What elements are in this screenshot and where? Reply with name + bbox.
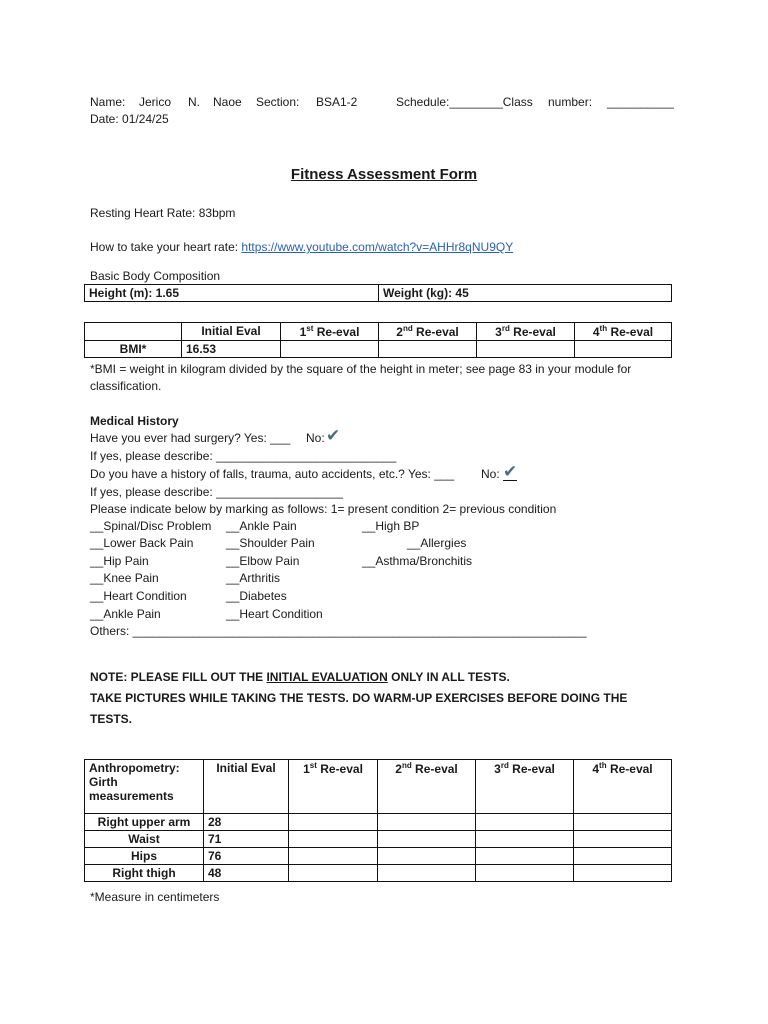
bmi-reeval-4-cell[interactable] xyxy=(575,341,672,358)
body-composition-table xyxy=(84,284,672,302)
section-label: Section: xyxy=(256,95,300,109)
condition-instruction: Please indicate below by marking as follows: 1= present condition 2= previous condition xyxy=(90,502,557,516)
surgery-question: Have you ever had surgery? Yes: ___ xyxy=(90,431,291,445)
bmi-corner-cell xyxy=(85,323,182,341)
note-line-1: NOTE: PLEASE FILL OUT THE INITIAL EVALUATION ONLY IN ALL TESTS. xyxy=(90,670,510,684)
number-label: number: xyxy=(548,95,593,109)
falls-describe: If yes, please describe: ___________________ xyxy=(90,485,343,499)
checkmark-icon: ✔ xyxy=(503,462,518,481)
bmi-note-cont: classification. xyxy=(90,379,162,393)
condition-item: __Heart Condition xyxy=(90,589,187,603)
heart-rate-link[interactable]: https://www.youtube.com/watch?v=AHHr8qNU9QY xyxy=(241,240,514,254)
condition-item: __Allergies xyxy=(407,536,467,550)
medical-history-heading: Medical History xyxy=(90,414,179,428)
bmi-header-reeval-4: 4th Re-eval xyxy=(575,323,672,341)
girth-header-reeval-1: 1st Re-eval xyxy=(289,760,378,814)
others-field: Others: ____________________________________________________________________ xyxy=(90,624,587,638)
bmi-reeval-2-cell[interactable] xyxy=(379,341,477,358)
condition-item: __Ankle Pain xyxy=(226,519,297,533)
bmi-header-reeval-1: 1st Re-eval xyxy=(281,323,379,341)
falls-no-label: No: xyxy=(481,467,500,481)
condition-item: __Heart Condition xyxy=(226,607,323,621)
bmi-table xyxy=(84,322,672,358)
girth-corner-cell: Anthropometry: Girth measurements xyxy=(85,760,204,814)
condition-item: __Diabetes xyxy=(226,589,287,603)
condition-item: __High BP xyxy=(362,519,420,533)
checkmark-icon: ✔ xyxy=(326,426,341,445)
number-blank: __________ xyxy=(607,95,674,109)
girth-header-reeval-2: 2nd Re-eval xyxy=(378,760,476,814)
girth-header-reeval-4: 4th Re-eval xyxy=(574,760,672,814)
girth-initial-value: 48 xyxy=(204,865,289,882)
note-line-3: TESTS. xyxy=(90,712,133,726)
date-field: Date: 01/24/25 xyxy=(90,112,169,126)
condition-item: __Ankle Pain xyxy=(90,607,161,621)
name-middle: N. xyxy=(188,95,200,109)
page-title: Fitness Assessment Form xyxy=(290,166,478,183)
table-row xyxy=(85,831,672,848)
bmi-note: *BMI = weight in kilogram divided by the square of the height in meter; see page 83 in your module for xyxy=(90,362,632,376)
height-cell: Height (m): 1.65 xyxy=(85,285,379,302)
condition-item: __Shoulder Pain xyxy=(226,536,315,550)
bmi-reeval-1-cell[interactable] xyxy=(281,341,379,358)
bmi-header-reeval-3: 3rd Re-eval xyxy=(477,323,575,341)
heart-rate-label: How to take your heart rate: xyxy=(90,240,239,254)
condition-item: __Arthritis xyxy=(226,571,281,585)
condition-item: __Hip Pain xyxy=(90,554,149,568)
bmi-header-initial: Initial Eval xyxy=(182,323,281,341)
girth-row-label: Hips xyxy=(85,848,204,865)
girth-initial-value: 76 xyxy=(204,848,289,865)
girth-row-label: Right upper arm xyxy=(85,814,204,831)
bmi-reeval-3-cell[interactable] xyxy=(477,341,575,358)
bmi-initial-value: 16.53 xyxy=(182,341,281,358)
body-composition-heading: Basic Body Composition xyxy=(90,269,221,283)
resting-heart-rate: Resting Heart Rate: 83bpm xyxy=(90,206,236,220)
girth-initial-value: 71 xyxy=(204,831,289,848)
table-row xyxy=(85,848,672,865)
condition-item: __Spinal/Disc Problem xyxy=(90,519,212,533)
girth-table xyxy=(84,759,672,882)
table-row xyxy=(85,814,672,831)
table-row xyxy=(85,865,672,882)
bmi-header-reeval-2: 2nd Re-eval xyxy=(379,323,477,341)
girth-initial-value: 28 xyxy=(204,814,289,831)
name-last: Naoe xyxy=(213,95,242,109)
section-value: BSA1-2 xyxy=(316,95,358,109)
girth-header-initial: Initial Eval xyxy=(204,760,289,814)
condition-item: __Asthma/Bronchitis xyxy=(362,554,473,568)
surgery-no-label: No: xyxy=(306,431,325,445)
name-label: Name: xyxy=(90,95,126,109)
condition-item: __Lower Back Pain xyxy=(90,536,194,550)
girth-note: *Measure in centimeters xyxy=(90,890,220,904)
schedule-label: Schedule:________Class xyxy=(396,95,533,109)
girth-header-reeval-3: 3rd Re-eval xyxy=(476,760,574,814)
note-line-2: TAKE PICTURES WHILE TAKING THE TESTS. DO WARM-UP EXERCISES BEFORE DOING THE xyxy=(90,691,628,705)
girth-row-label: Waist xyxy=(85,831,204,848)
condition-item: __Elbow Pain xyxy=(226,554,300,568)
condition-item: __Knee Pain xyxy=(90,571,159,585)
heart-rate-instructions xyxy=(90,240,513,254)
falls-question: Do you have a history of falls, trauma, auto accidents, etc.? Yes: ___ xyxy=(90,467,455,481)
weight-cell: Weight (kg): 45 xyxy=(379,285,672,302)
surgery-describe: If yes, please describe: ___________________________ xyxy=(90,449,397,463)
girth-row-label: Right thigh xyxy=(85,865,204,882)
name-value: Jerico xyxy=(139,95,172,109)
bmi-row-label: BMI* xyxy=(85,341,182,358)
